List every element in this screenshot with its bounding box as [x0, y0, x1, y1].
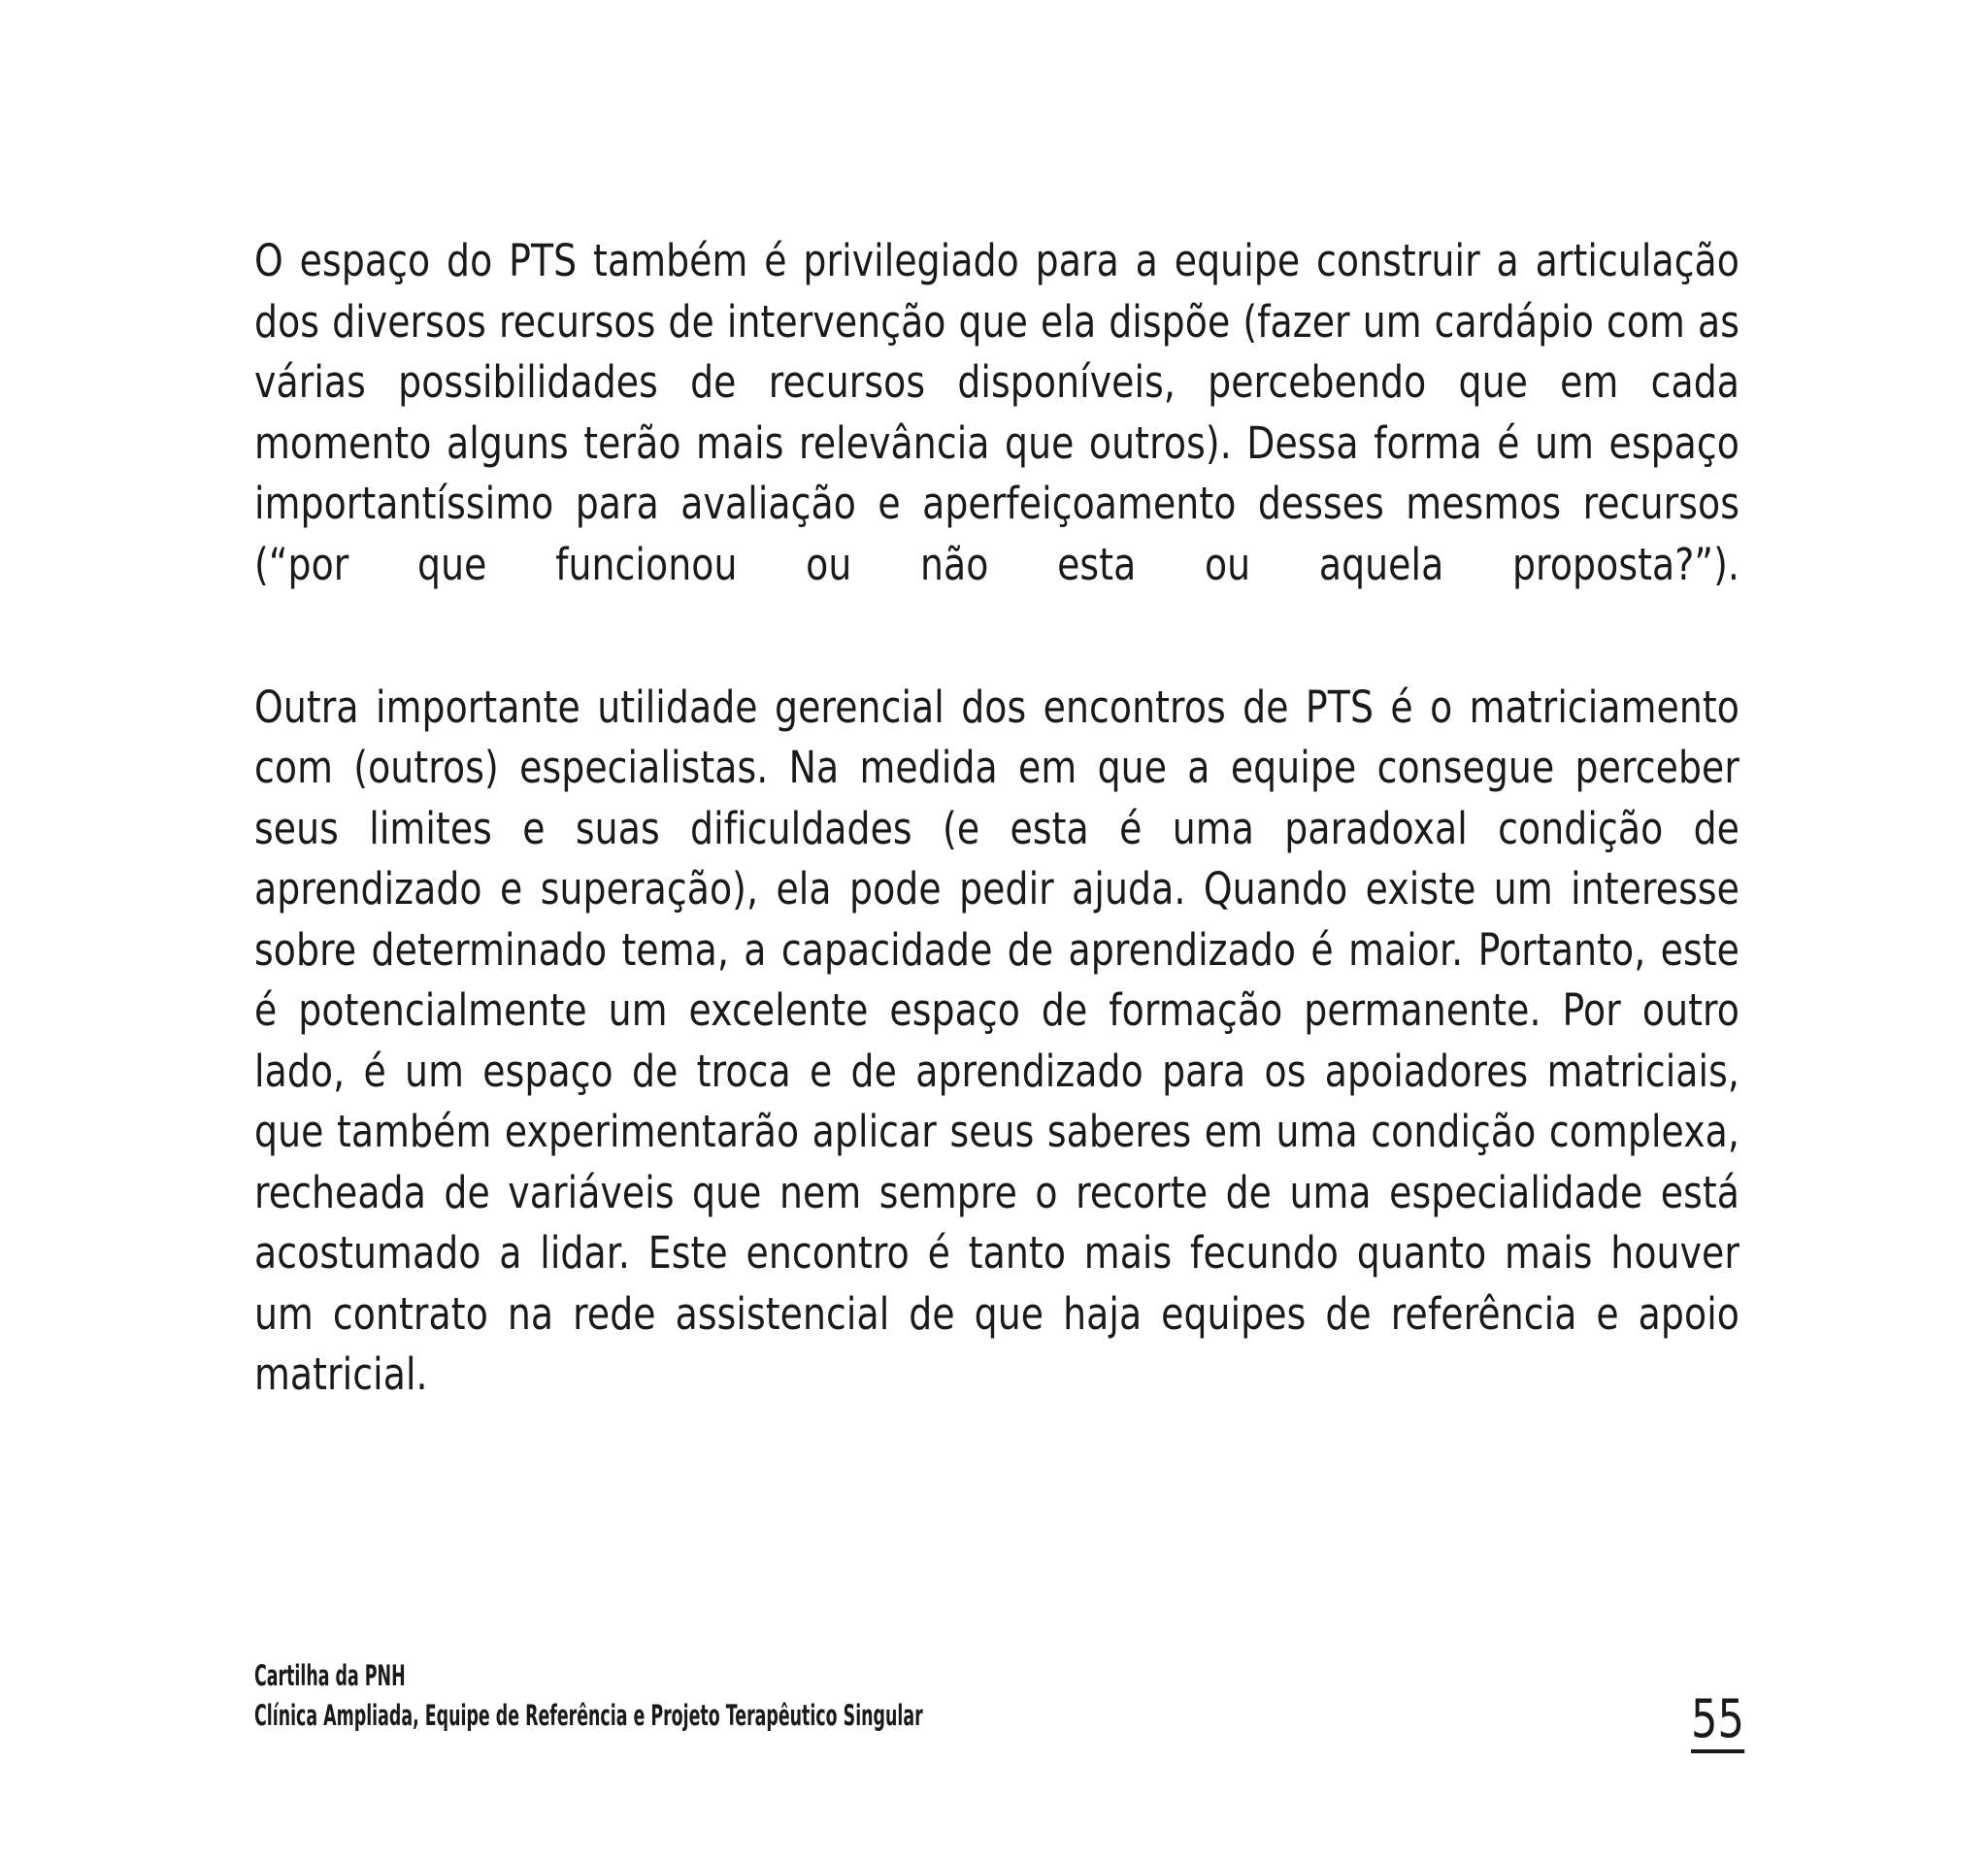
page-footer [254, 1656, 1740, 1736]
footer-booklet-title: Clínica Ampliada, Equipe de Referência e Projeto Terapêutico Singular [254, 1699, 923, 1732]
page-body-content [254, 231, 1740, 1466]
footer-series-title: Cartilha da PNH [254, 1659, 406, 1692]
footer-publication-info [254, 1656, 1739, 1736]
body-paragraph-1: O espaço do PTS também é privilegiado para a equipe construir a articulação dos diversos recursos de intervenção que ela dispõe (fazer um cardápio com as várias possibilidades de recursos disponíveis, percebendo que em cada momento alguns terão mais relevância que outros). Dessa forma é um espaço importantíssimo para avaliação e aperfeiçoamento desses mesmos recursos (“por que funcionou ou não esta ou aquela proposta?”). [254, 235, 1740, 590]
body-paragraph-2: Outra importante utilidade gerencial dos encontros de PTS é o matriciamento com (outros) especialistas. Na medida em que a equipe consegue perceber seus limites e suas dificuldades (e esta é uma paradoxal condição de aprendizado e superação), ela pode pedir ajuda. Quando existe um interesse sobre determinado tema, a capacidade de aprendizado é maior. Portanto, este é potencialmente um excelente espaço de formação permanente. Por outro lado, é um espaço de troca e de aprendizado para os apoiadores matriciais, que também experimentarão aplicar seus saberes em uma condição complexa, recheada de variáveis que nem sempre o recorte de uma especialidade está acostumado a lidar. Este encontro é tanto mais fecundo quanto mais houver um contrato na rede assistencial de que haja equipes de referência e apoio matricial. [254, 681, 1740, 1400]
page-number: 55 [1691, 1691, 1744, 1753]
